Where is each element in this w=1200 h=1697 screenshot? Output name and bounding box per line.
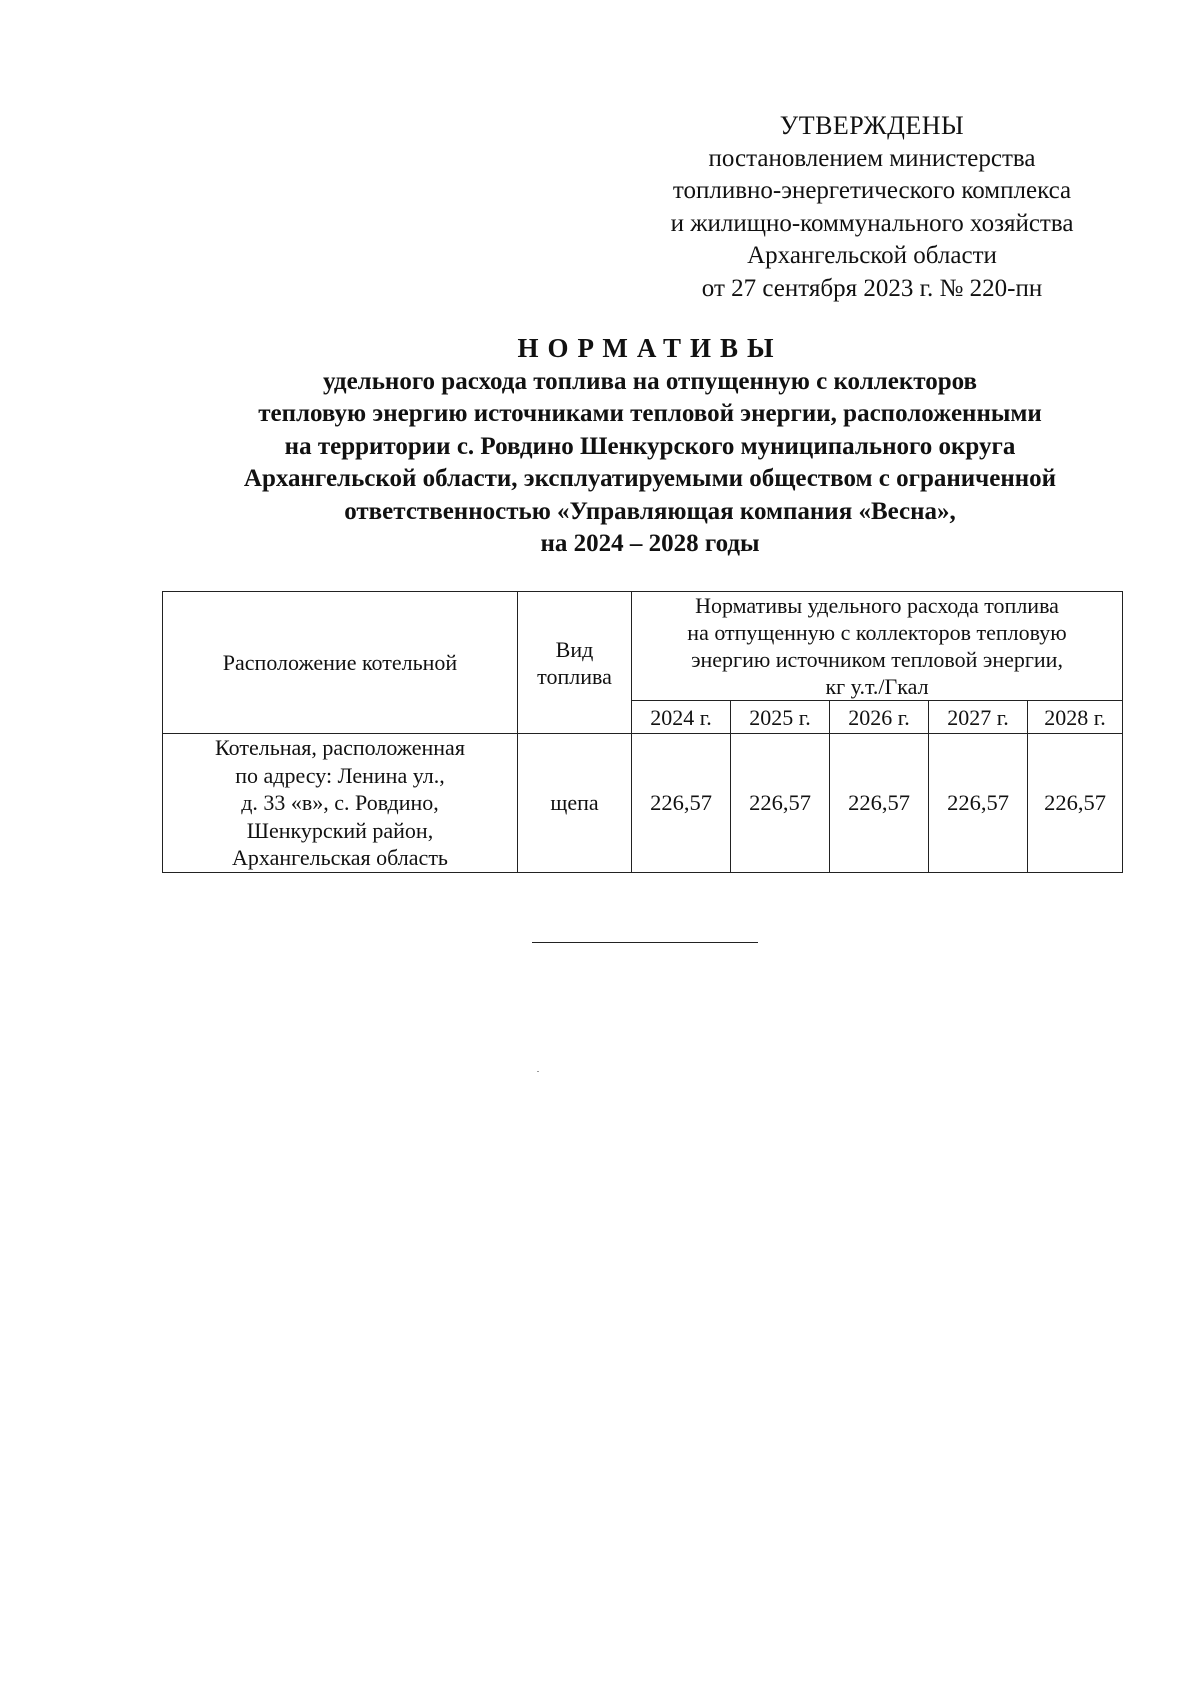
cell-fuel: щепа [518, 734, 632, 873]
header-norms [632, 592, 1123, 701]
header-year: 2028 г. [1028, 701, 1123, 734]
heading-line: удельного расхода топлива на отпущенную с коллекторов [323, 367, 977, 395]
header-year: 2025 г. [731, 701, 830, 734]
location-line: Архангельская область [232, 845, 448, 870]
approval-line: Архангельской области [747, 242, 997, 269]
header-fuel-type [518, 592, 632, 734]
heading-line: на территории с. Ровдино Шенкурского муниципального округа [284, 432, 1016, 460]
header-fuel-line: топлива [537, 663, 612, 689]
location-line: д. 33 «в», с. Ровдино, [241, 790, 439, 815]
cell-value: 226,57 [830, 734, 929, 873]
cell-value: 226,57 [731, 734, 830, 873]
heading-line: тепловую энергию источниками тепловой энергии, расположенными [258, 400, 1042, 427]
cell-location [163, 734, 518, 873]
document-heading [150, 332, 1150, 561]
scan-speck [537, 1071, 539, 1072]
location-line: по адресу: Ленина ул., [235, 762, 445, 788]
location-line: Котельная, расположенная [215, 735, 465, 760]
header-year: 2024 г. [632, 701, 731, 734]
header-fuel-line: Вид [555, 636, 594, 662]
cell-value: 226,57 [929, 734, 1028, 873]
approval-block [622, 110, 1122, 305]
header-norms-unit: кг у.т./Гкал [825, 674, 929, 699]
cell-value: 226,57 [632, 734, 731, 873]
approval-line: постановлением министерства [708, 144, 1036, 172]
location-line: Шенкурский район, [246, 817, 434, 843]
approval-title: УТВЕРЖДЕНЫ [779, 111, 965, 140]
header-norms-line: Нормативы удельного расхода топлива [695, 593, 1059, 618]
table-row [163, 734, 1123, 873]
norms-table [162, 591, 1123, 873]
heading-line: ответственностью «Управляющая компания «Весна», [344, 497, 956, 525]
header-location: Расположение котельной [163, 592, 518, 734]
table-header-row [163, 592, 1123, 701]
heading-line: на 2024 – 2028 годы [540, 530, 760, 557]
heading-line: Архангельской области, эксплуатируемыми обществом с ограниченной [243, 465, 1057, 492]
approval-line: топливно-энергетического комплекса [672, 177, 1072, 204]
header-year: 2027 г. [929, 701, 1028, 734]
approval-line: и жилищно-коммунального хозяйства [670, 209, 1074, 237]
cell-value: 226,57 [1028, 734, 1123, 873]
header-norms-line: энергию источником тепловой энергии, [691, 647, 1063, 672]
end-separator-line [532, 942, 758, 943]
approval-date: от 27 сентября 2023 г. № 220-пн [701, 274, 1043, 302]
document-title: НОРМАТИВЫ [517, 333, 783, 363]
header-year: 2026 г. [830, 701, 929, 734]
header-norms-line: на отпущенную с коллекторов тепловую [687, 620, 1067, 645]
